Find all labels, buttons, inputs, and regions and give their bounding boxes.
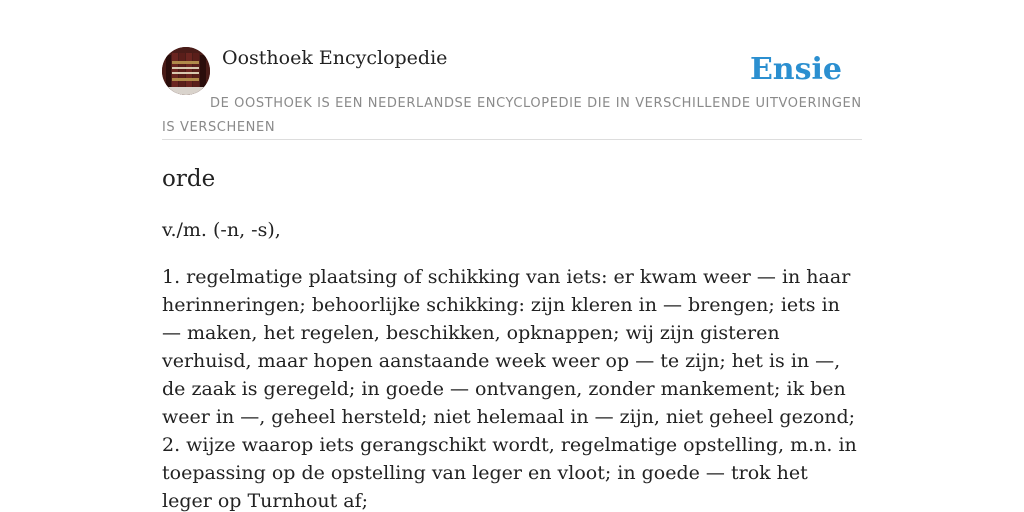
brand-logo[interactable]: Ensie xyxy=(749,52,842,87)
definition-item: 2. wijze waarop iets gerangschikt wordt, regelmatige opstelling, m.n. in toepassing op de opstelling van leger en vloot; in goede — trok het leger op Turnhout af; xyxy=(162,434,857,512)
site-tagline: DE OOSTHOEK IS EEN NEDERLANDSE ENCYCLOPEDIE DIE IN VERSCHILLENDE UITVOERINGEN IS VERSCHENEN xyxy=(162,96,862,135)
entry-grammar: v./m. (-n, -s), xyxy=(162,219,281,241)
header-divider xyxy=(162,139,862,140)
entry-definitions xyxy=(162,263,862,512)
definition-item: 1. regelmatige plaatsing of schikking van iets: er kwam weer — in haar herinneringen; behoorlijke schikking: zijn kleren in — brengen; iets in — maken, het regelen, beschikken, opknappen; wij zijn gisteren verhuisd, maar hopen aanstaande week weer op — te zijn; het is in —, de zaak is geregeld; in goede — ontvangen, zonder mankement; ik ben weer in —, geheel hersteld; niet helemaal in — zijn, niet geheel gezond; xyxy=(162,266,856,428)
site-title[interactable]: Oosthoek Encyclopedie xyxy=(222,47,448,69)
entry-title: orde xyxy=(162,166,216,192)
encyclopedia-books-icon[interactable] xyxy=(162,47,210,95)
